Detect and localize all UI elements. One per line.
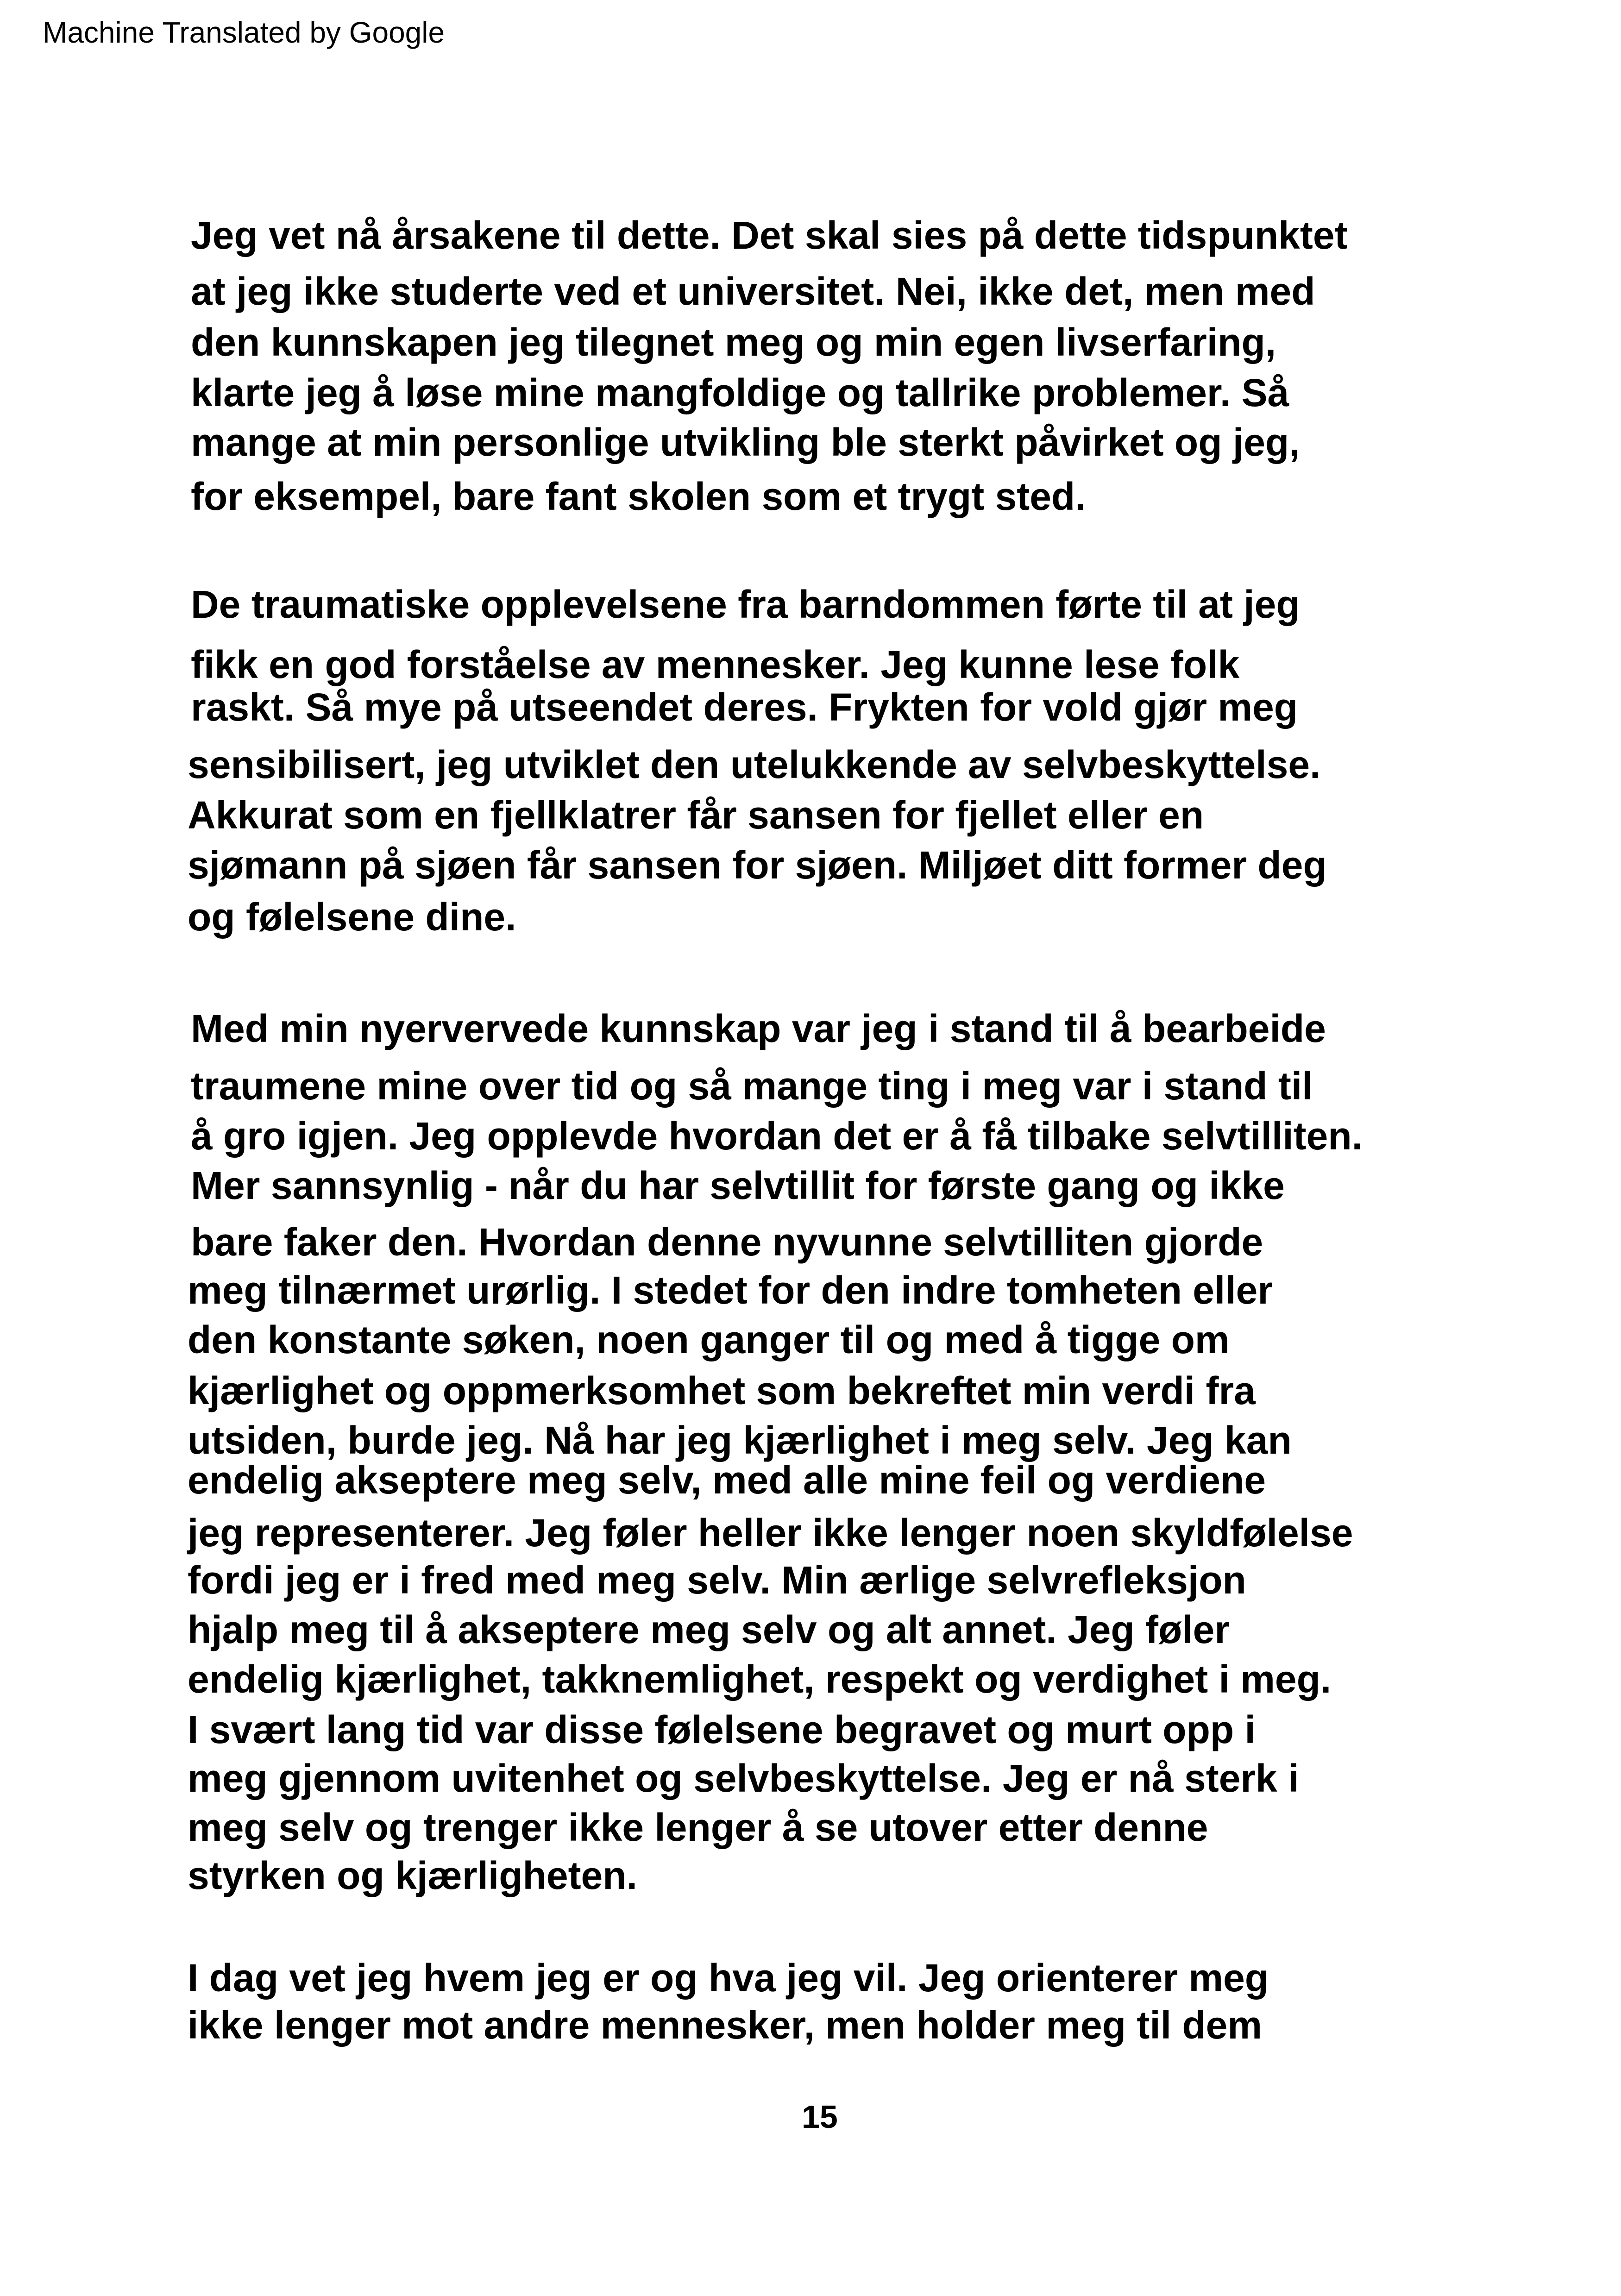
- text-line: klarte jeg å løse mine mangfoldige og tallrike problemer. Så: [191, 371, 1289, 414]
- text-line: endelig akseptere meg selv, med alle mine feil og verdiene: [188, 1458, 1266, 1502]
- text-line: De traumatiske opplevelsene fra barndommen førte til at jeg: [191, 583, 1300, 626]
- text-line: sjømann på sjøen får sansen for sjøen. Miljøet ditt former deg: [188, 843, 1327, 887]
- text-line: Jeg vet nå årsakene til dette. Det skal sies på dette tidspunktet: [191, 213, 1348, 257]
- text-line: styrken og kjærligheten.: [188, 1854, 637, 1897]
- text-line: og følelsene dine.: [188, 895, 516, 939]
- text-line: Med min nyervervede kunnskap var jeg i stand til å bearbeide: [191, 1007, 1326, 1050]
- text-line: bare faker den. Hvordan denne nyvunne selvtilliten gjorde: [191, 1220, 1263, 1264]
- text-line: hjalp meg til å akseptere meg selv og alt annet. Jeg føler: [188, 1608, 1230, 1651]
- text-line: raskt. Så mye på utseendet deres. Frykten for vold gjør meg: [191, 685, 1298, 729]
- text-line: Mer sannsynlig - når du har selvtillit for første gang og ikke: [191, 1164, 1285, 1207]
- text-line: å gro igjen. Jeg opplevde hvordan det er å få tilbake selvtilliten.: [191, 1114, 1363, 1158]
- text-line: sensibilisert, jeg utviklet den utelukkende av selvbeskyttelse.: [188, 743, 1321, 786]
- machine-translation-note: Machine Translated by Google: [43, 16, 445, 49]
- text-line: den kunnskapen jeg tilegnet meg og min egen livserfaring,: [191, 320, 1276, 364]
- text-line: endelig kjærlighet, takknemlighet, respekt og verdighet i meg.: [188, 1657, 1332, 1701]
- page-number: 15: [802, 2099, 838, 2135]
- text-line: for eksempel, bare fant skolen som et trygt sted.: [191, 475, 1086, 518]
- text-line: den konstante søken, noen ganger til og med å tigge om: [188, 1318, 1230, 1361]
- text-line: at jeg ikke studerte ved et universitet. Nei, ikke det, men med: [191, 270, 1315, 313]
- text-line: I svært lang tid var disse følelsene begravet og murt opp i: [188, 1708, 1256, 1751]
- text-line: meg tilnærmet urørlig. I stedet for den indre tomheten eller: [188, 1268, 1273, 1312]
- text-line: fikk en god forståelse av mennesker. Jeg kunne lese folk: [191, 643, 1240, 686]
- text-line: kjærlighet og oppmerksomhet som bekreftet min verdi fra: [188, 1369, 1256, 1412]
- text-line: fordi jeg er i fred med meg selv. Min ærlige selvrefleksjon: [188, 1558, 1246, 1602]
- text-line: traumene mine over tid og så mange ting i meg var i stand til: [191, 1064, 1313, 1108]
- text-line: meg selv og trenger ikke lenger å se utover etter denne: [188, 1806, 1208, 1849]
- text-line: Akkurat som en fjellklatrer får sansen for fjellet eller en: [188, 793, 1204, 837]
- text-line: I dag vet jeg hvem jeg er og hva jeg vil. Jeg orienterer meg: [188, 1956, 1269, 2000]
- text-line: utsiden, burde jeg. Nå har jeg kjærlighet i meg selv. Jeg kan: [188, 1418, 1292, 1462]
- text-line: jeg representerer. Jeg føler heller ikke lenger noen skyldfølelse: [188, 1511, 1353, 1555]
- text-line: ikke lenger mot andre mennesker, men holder meg til dem: [188, 2003, 1263, 2047]
- text-line: meg gjennom uvitenhet og selvbeskyttelse. Jeg er nå sterk i: [188, 1757, 1299, 1800]
- text-line: mange at min personlige utvikling ble sterkt påvirket og jeg,: [191, 420, 1300, 464]
